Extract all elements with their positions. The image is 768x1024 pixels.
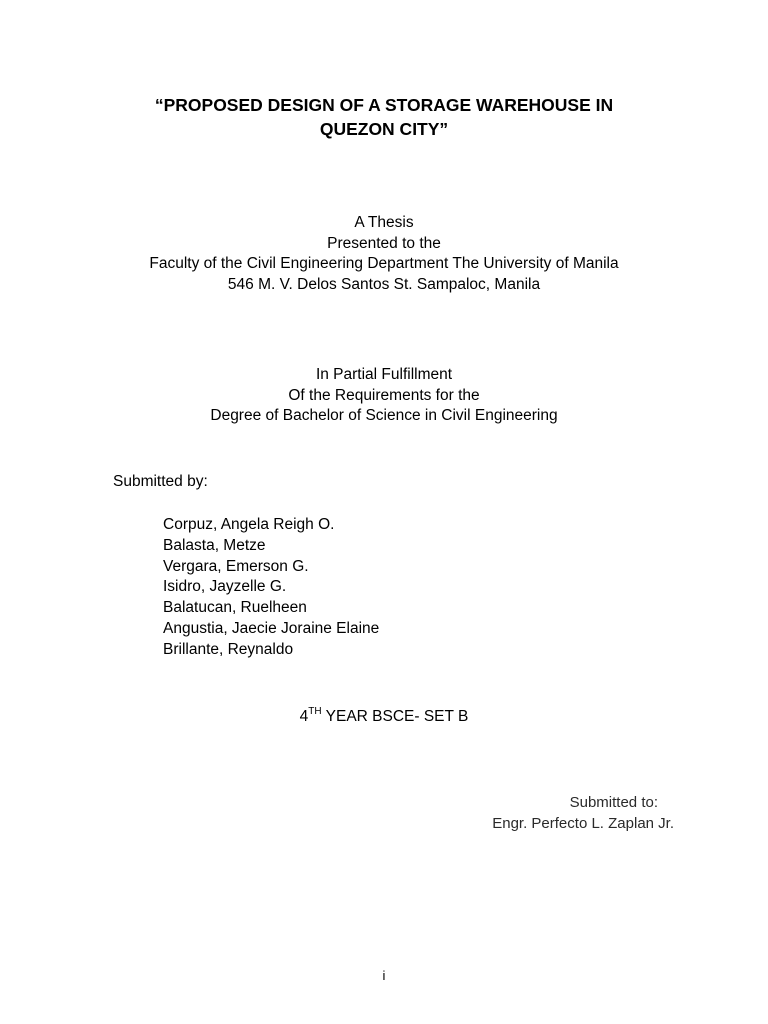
year-section-line [0,706,768,728]
submitted-by-label: Submitted by: [113,473,208,490]
author-name: Balasta, Metze [163,536,266,554]
submitted-to-label: Submitted to: [569,794,658,811]
thesis-title [0,93,768,141]
page-number: i [382,968,386,983]
author-name: Balatucan, Ruelheen [163,599,307,617]
fulfillment-line-1: In Partial Fulfillment [315,366,453,383]
faculty-line: Faculty of the Civil Engineering Department The University of Manila [149,255,619,272]
degree-line: Degree of Bachelor of Science in Civil Engineering [210,407,558,424]
fulfillment-block [0,365,768,427]
submitted-to-block [492,792,674,834]
address-line: 546 M. V. Delos Santos St. Sampaloc, Manila [227,275,541,293]
author-name: Angustia, Jaecie Joraine Elaine [163,619,380,637]
author-list [163,515,379,661]
thesis-label: A Thesis [354,214,414,231]
thesis-presentation-block [0,213,768,295]
author-name: Corpuz, Angela Reigh O. [163,516,335,533]
author-name: Vergara, Emerson G. [163,557,309,575]
year-number: 4 [299,708,309,725]
thesis-title-line-1: “PROPOSED DESIGN OF A STORAGE WAREHOUSE IN [154,95,614,115]
author-name: Brillante, Reynaldo [163,640,294,658]
author-name: Isidro, Jayzelle G. [163,578,287,596]
adviser-name: Engr. Perfecto L. Zaplan Jr. [492,815,674,832]
year-ordinal-suffix: TH [308,706,322,717]
year-section-text: YEAR BSCE- SET B [321,708,469,725]
fulfillment-line-2: Of the Requirements for the [288,386,480,404]
thesis-title-line-2: QUEZON CITY” [319,119,449,139]
presented-to-label: Presented to the [327,234,441,252]
